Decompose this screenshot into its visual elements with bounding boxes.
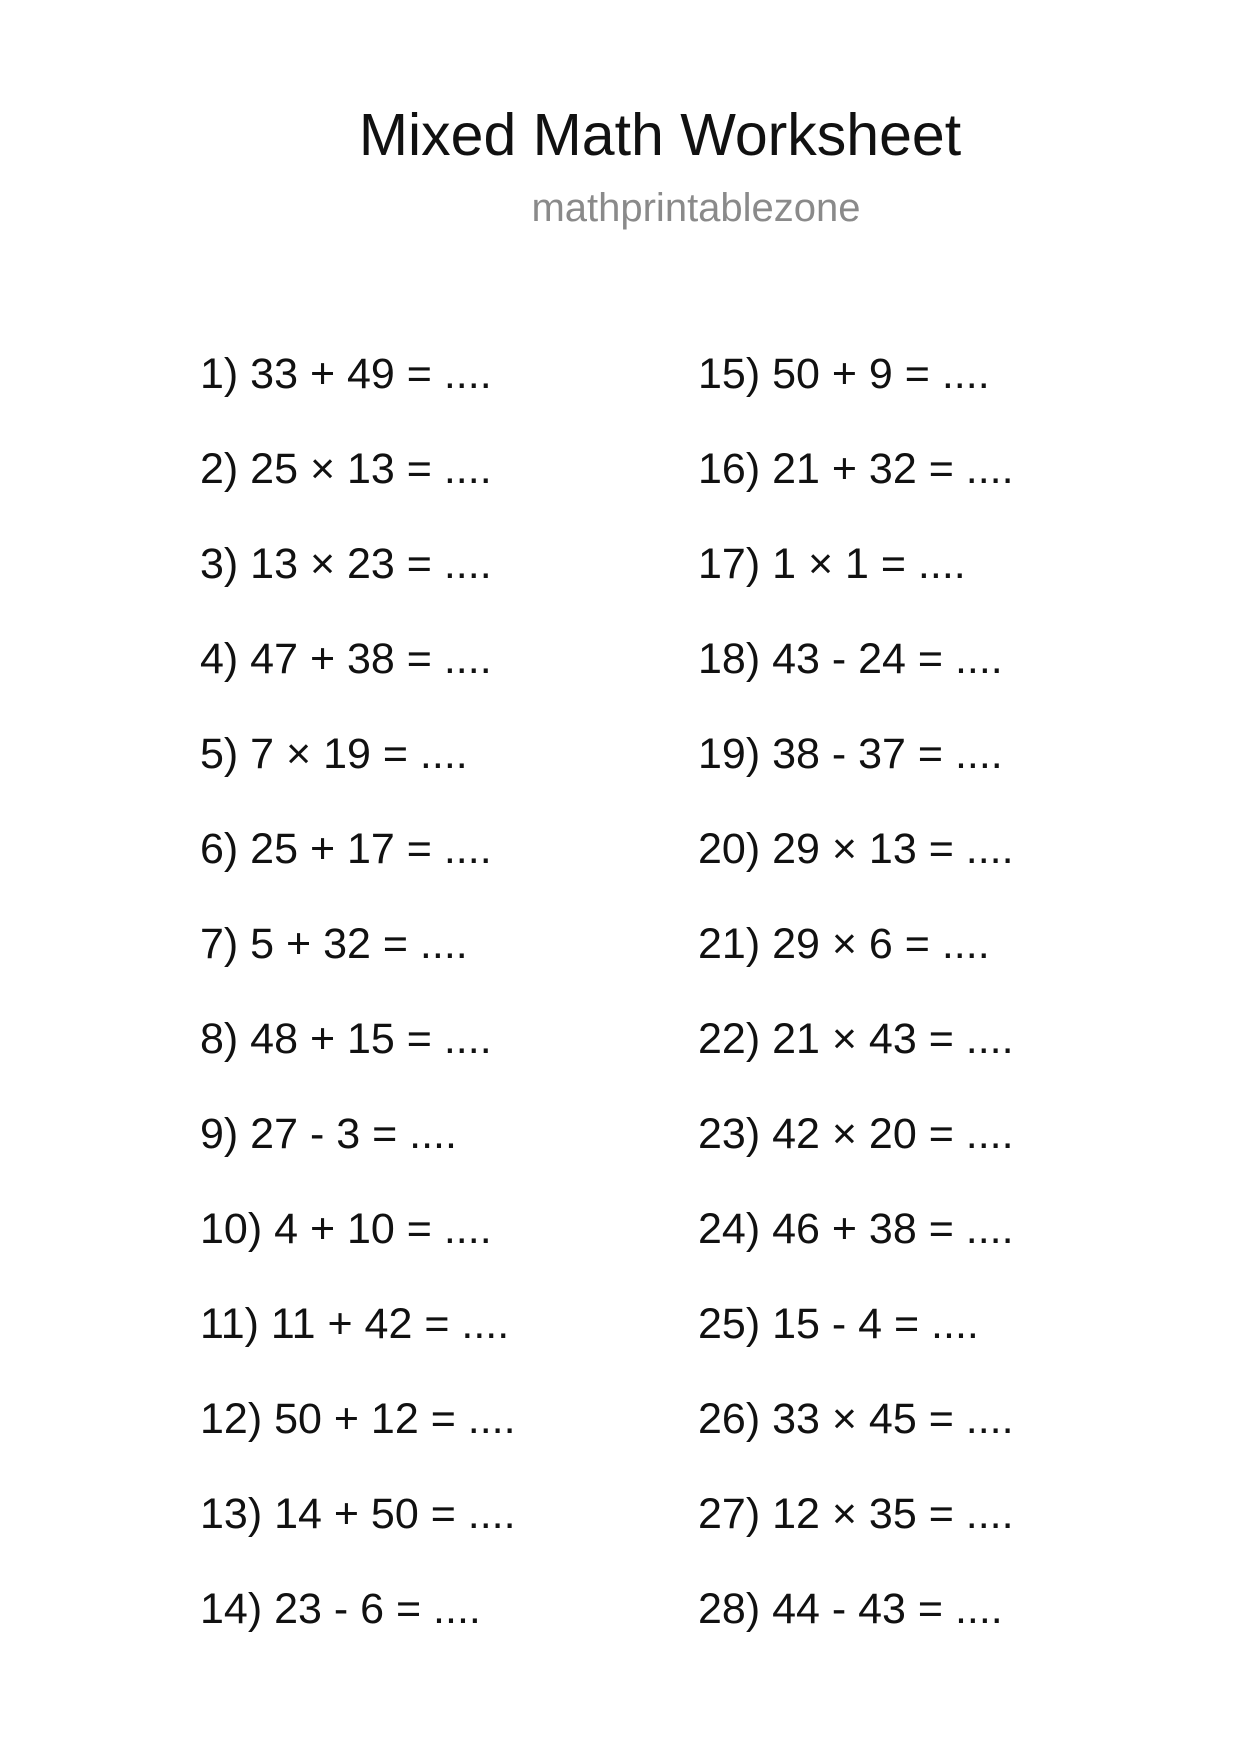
problem-item: 28) 44 - 43 = .... — [698, 1585, 1003, 1633]
problem-item: 7) 5 + 32 = .... — [200, 920, 468, 968]
problem-item: 8) 48 + 15 = .... — [200, 1015, 492, 1063]
problem-item: 2) 25 × 13 = .... — [200, 445, 492, 493]
problem-item: 10) 4 + 10 = .... — [200, 1205, 492, 1253]
problem-item: 12) 50 + 12 = .... — [200, 1395, 516, 1443]
problem-column-left — [200, 348, 516, 1678]
problem-item: 4) 47 + 38 = .... — [200, 635, 492, 683]
problem-item: 15) 50 + 9 = .... — [698, 350, 990, 398]
problem-item: 14) 23 - 6 = .... — [200, 1585, 481, 1633]
problem-item: 16) 21 + 32 = .... — [698, 445, 1014, 493]
problem-item: 23) 42 × 20 = .... — [698, 1110, 1014, 1158]
problem-item: 17) 1 × 1 = .... — [698, 540, 966, 588]
problem-item: 27) 12 × 35 = .... — [698, 1490, 1014, 1538]
problem-item: 18) 43 - 24 = .... — [698, 635, 1003, 683]
page-subtitle: mathprintablezone — [531, 186, 861, 230]
problem-item: 26) 33 × 45 = .... — [698, 1395, 1014, 1443]
problem-item: 1) 33 + 49 = .... — [200, 350, 492, 398]
problem-item: 21) 29 × 6 = .... — [698, 920, 990, 968]
problem-item: 25) 15 - 4 = .... — [698, 1300, 979, 1348]
problem-item: 5) 7 × 19 = .... — [200, 730, 468, 778]
problem-item: 20) 29 × 13 = .... — [698, 825, 1014, 873]
problem-item: 9) 27 - 3 = .... — [200, 1110, 457, 1158]
problem-item: 19) 38 - 37 = .... — [698, 730, 1003, 778]
problem-item: 24) 46 + 38 = .... — [698, 1205, 1014, 1253]
problem-item: 13) 14 + 50 = .... — [200, 1490, 516, 1538]
problem-item: 11) 11 + 42 = .... — [200, 1300, 510, 1348]
problem-item: 6) 25 + 17 = .... — [200, 825, 492, 873]
problem-item: 3) 13 × 23 = .... — [200, 540, 492, 588]
page-title: Mixed Math Worksheet — [358, 102, 962, 168]
problem-item: 22) 21 × 43 = .... — [698, 1015, 1014, 1063]
problem-column-right — [698, 348, 1014, 1678]
